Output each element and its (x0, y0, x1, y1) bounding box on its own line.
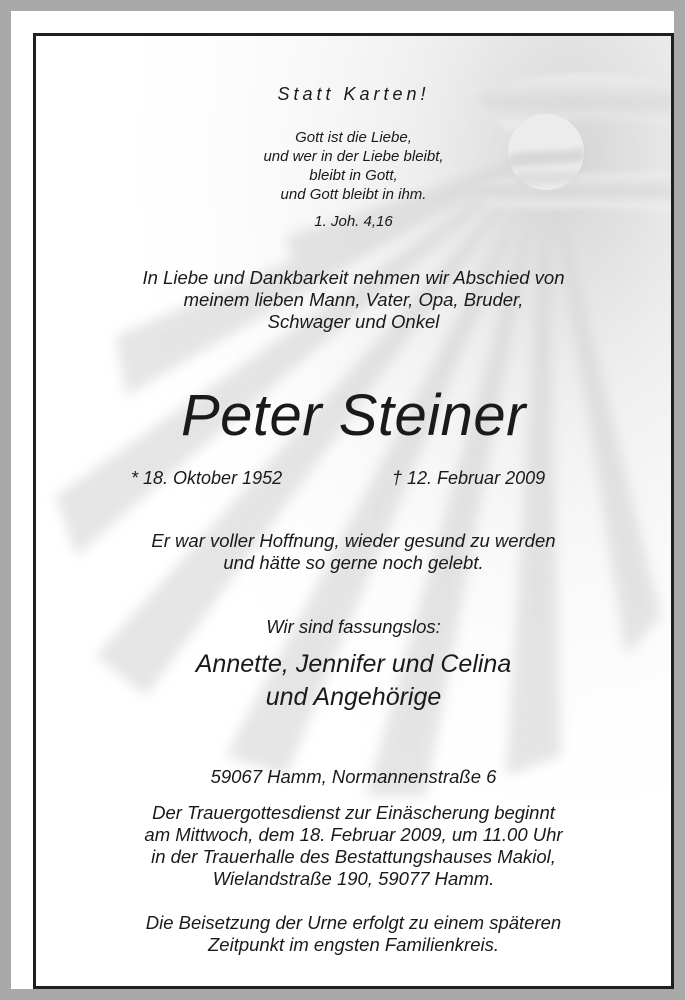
service-line: am Mittwoch, dem 18. Februar 2009, um 11.00 Uhr (144, 824, 563, 845)
verse-line: bleibt in Gott, (309, 167, 398, 184)
mourners-line: Annette, Jennifer und Celina (195, 650, 512, 678)
deceased-name: Peter Steiner (180, 383, 526, 448)
service-line: Der Trauergottesdienst zur Einäscherung beginnt (152, 802, 555, 823)
notice-card (33, 33, 674, 989)
birth-date: * 18. Oktober 1952 (131, 468, 283, 488)
mourners-names (36, 648, 671, 714)
service-line: in der Trauerhalle des Bestattungshauses Makiol, (151, 846, 556, 867)
verse-line: Gott ist die Liebe, (295, 129, 412, 146)
heading-statt-karten: Statt Karten! (277, 84, 430, 104)
death-date: † 12. Februar 2009 (392, 468, 546, 488)
verse-line: und Gott bleibt in ihm. (280, 186, 427, 203)
bible-verse (36, 128, 671, 204)
intro-line: meinem lieben Mann, Vater, Opa, Bruder, (183, 289, 524, 310)
family-address: 59067 Hamm, Normannenstraße 6 (210, 766, 497, 787)
urn-burial-info (36, 912, 671, 956)
service-line: Wielandstraße 190, 59077 Hamm. (212, 868, 495, 889)
burial-line: Zeitpunkt im engsten Familienkreis. (208, 934, 499, 955)
intro-line: Schwager und Onkel (267, 311, 440, 332)
intro-line: In Liebe und Dankbarkeit nehmen wir Abschied von (142, 267, 565, 288)
quote-line: Er war voller Hoffnung, wieder gesund zu werden (151, 530, 556, 551)
notice-content (36, 36, 671, 986)
memorial-quote (36, 530, 671, 574)
farewell-intro (36, 267, 671, 333)
mourners-intro: Wir sind fassungslos: (266, 616, 441, 637)
verse-reference: 1. Joh. 4,16 (314, 213, 393, 230)
mourners-line: und Angehörige (265, 683, 442, 711)
burial-line: Die Beisetzung der Urne erfolgt zu einem späteren (145, 912, 562, 933)
verse-line: und wer in der Liebe bleibt, (263, 148, 444, 165)
quote-line: und hätte so gerne noch gelebt. (223, 552, 484, 573)
funeral-service-info (36, 802, 671, 890)
